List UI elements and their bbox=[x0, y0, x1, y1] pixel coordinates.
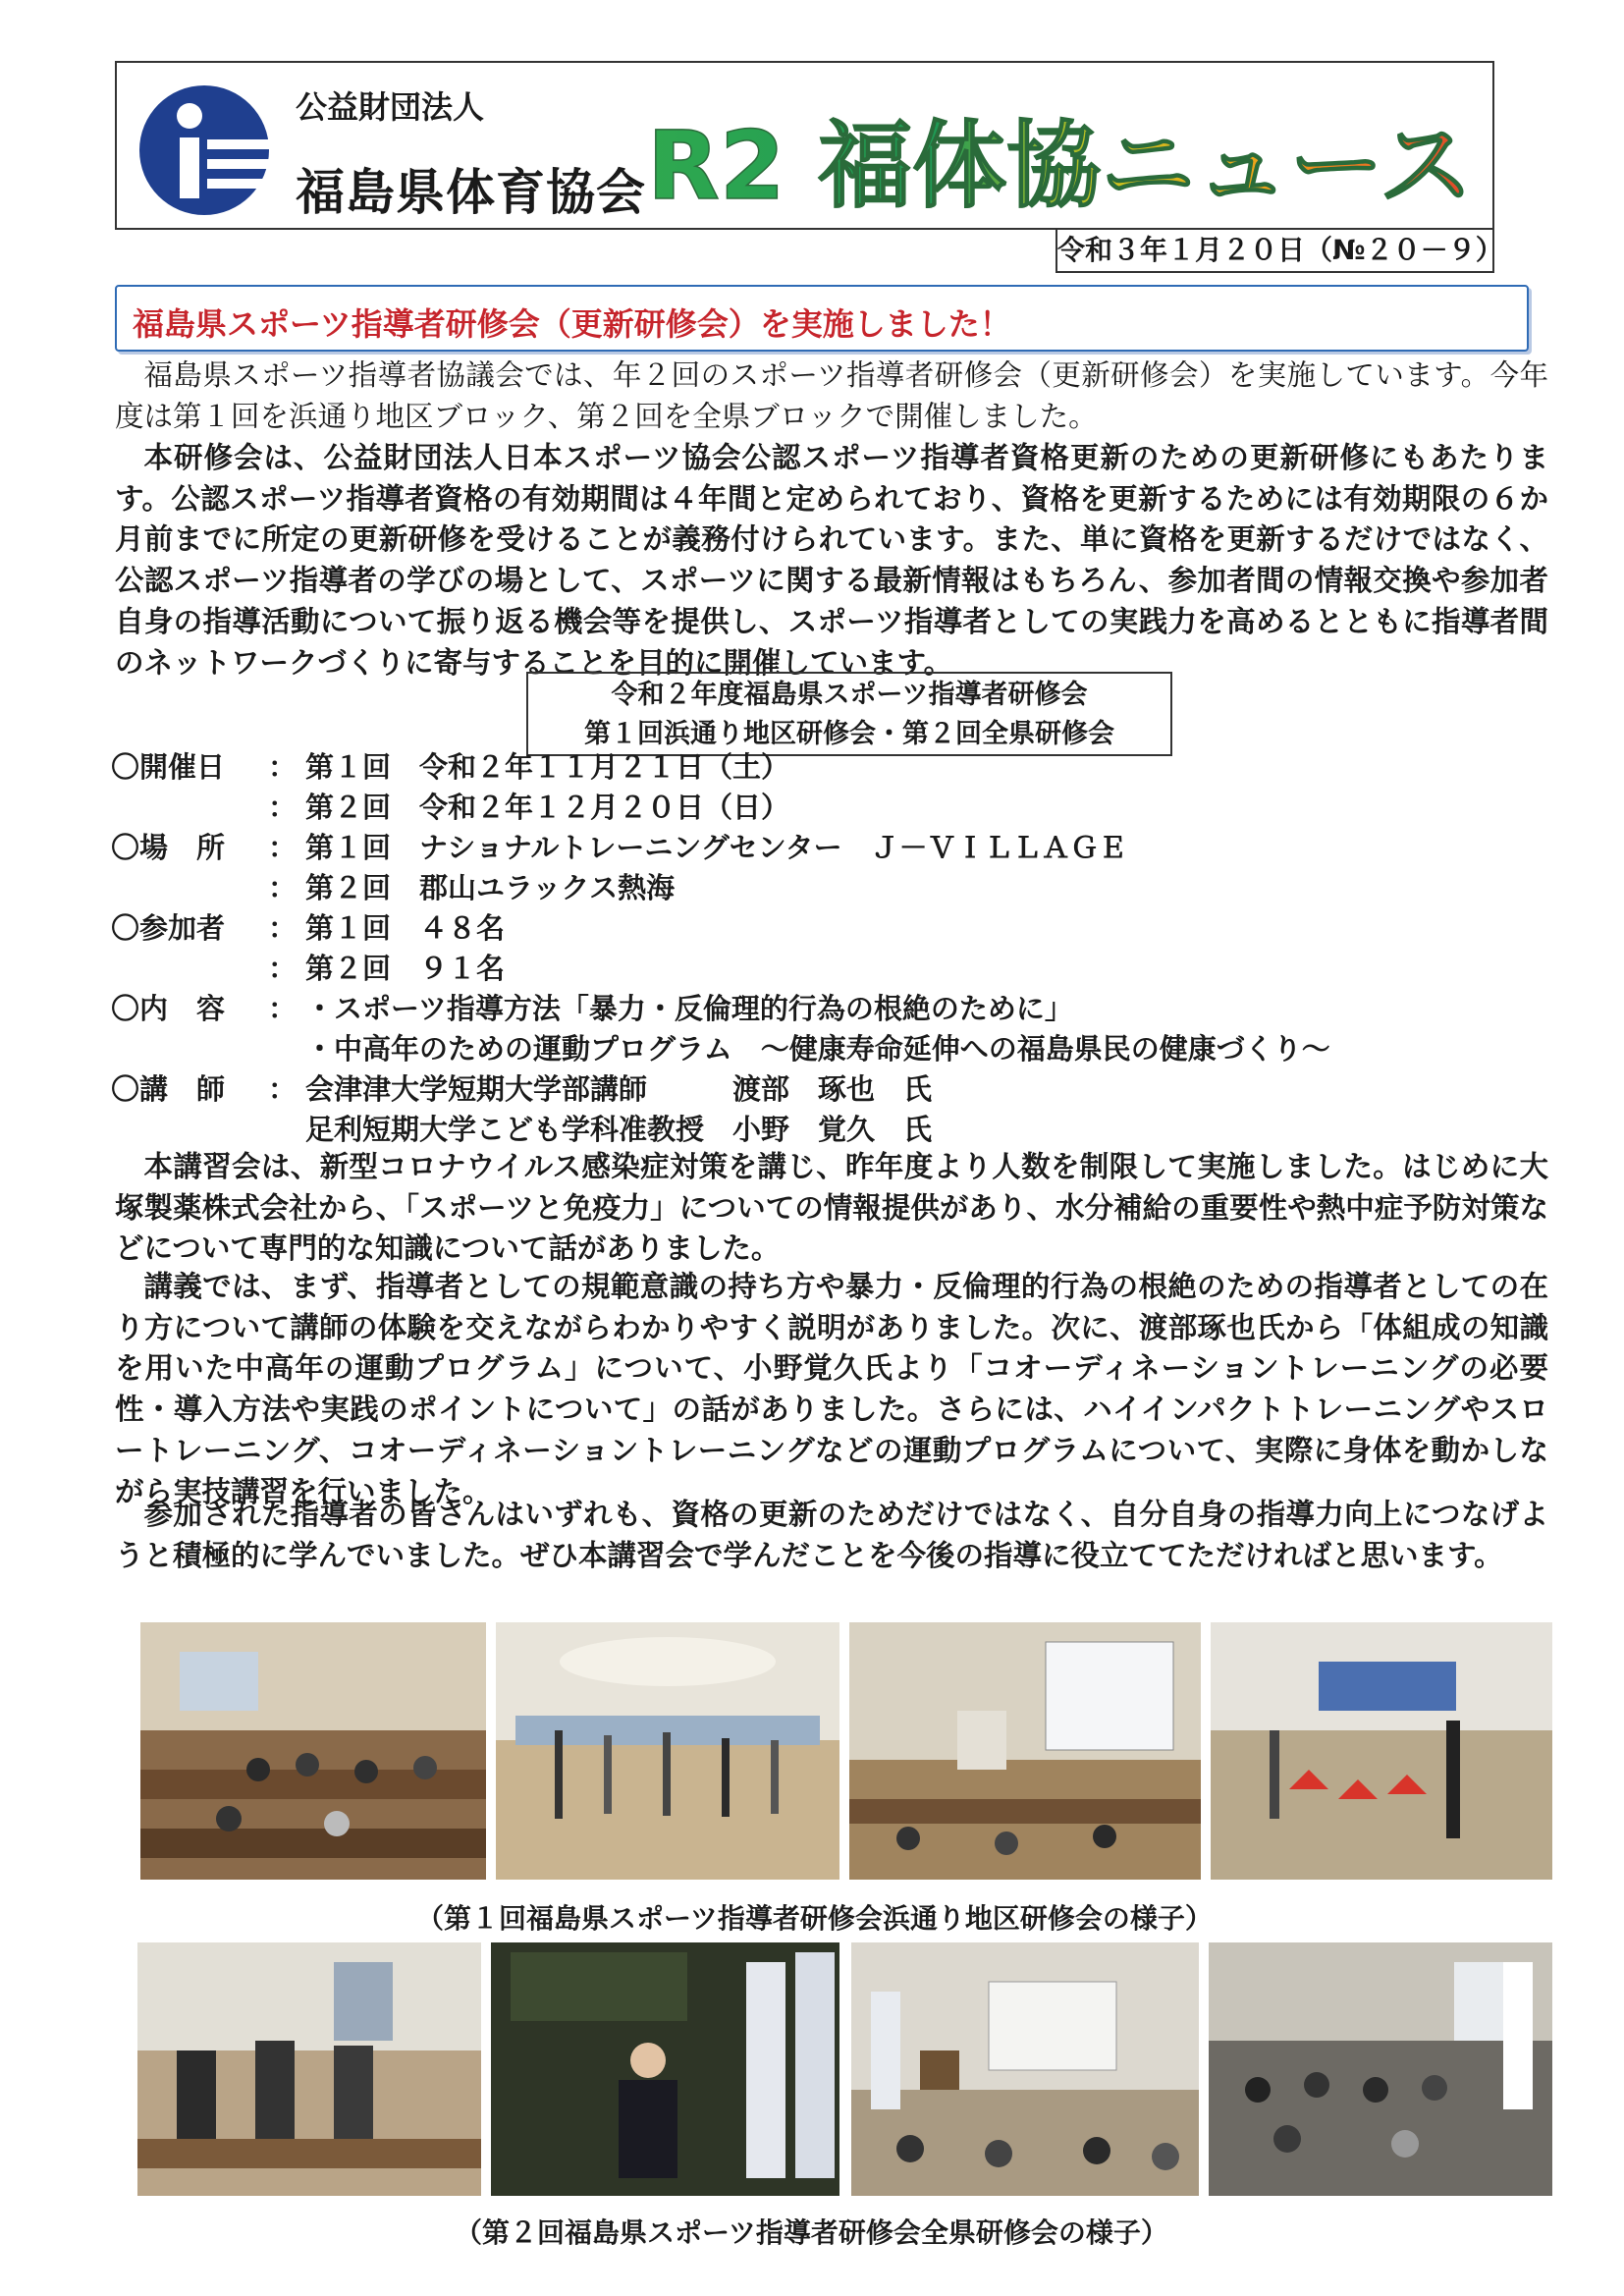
photo-stretching bbox=[137, 1942, 481, 2196]
association-logo bbox=[136, 82, 272, 218]
photo-exercise-hall bbox=[496, 1622, 839, 1880]
body-paragraph-3: 参加された指導者の皆さんはいずれも、資格の更新のためだけではなく、自分自身の指導力向上につなげようと積極的に学んでいました。ぜひ本講習会で学んだことを今後の指導に役立ててただければと思います。 bbox=[115, 1498, 1548, 1572]
newsletter-title bbox=[647, 100, 1590, 228]
photo-lecture-screen bbox=[849, 1622, 1201, 1880]
photo-cone-training bbox=[1211, 1622, 1552, 1880]
event-title-box bbox=[526, 672, 1172, 756]
caption-session-1: （第１回福島県スポーツ指導者研修会浜通り地区研修会の様子） bbox=[416, 1902, 1213, 1935]
intro-paragraph-2: 本研修会は、公益財団法人日本スポーツ協会公認スポーツ指導者資格更新のための更新研修にもあたります。公認スポーツ指導者資格の有効期間は４年間と定められており、資格を更新するためには有効期限の６か月前までに所定の更新研修を受けることが義務付けられています。また、単に資格を更新するだけではなく、公認スポーツ指導者の学びの場として、スポーツに関する最新情報はもちろん、参加者間の情報交換や参加者自身の指導活動について振り返る機会等を提供し、スポーツ指導者としての実践力を高めるとともに指導者間のネットワークづくりに寄与することを目的に開催しています。 bbox=[115, 441, 1548, 680]
detail-date-1: 〇開催日 ： 第１回 令和２年１１月２１日（土） bbox=[111, 750, 790, 784]
masthead bbox=[115, 61, 1494, 230]
detail-lecturer-2: 足利短期大学こども学科准教授 小野 覚久 氏 bbox=[305, 1113, 933, 1146]
headline-text: 福島県スポーツ指導者研修会（更新研修会）を実施しました！ bbox=[133, 305, 1011, 343]
org-type: 公益財団法人 bbox=[296, 88, 485, 126]
detail-content-2: ・中高年のための運動プログラム ～健康寿命延伸への福島県民の健康づくり～ bbox=[305, 1032, 1330, 1066]
detail-content-1: 〇内 容 ： ・スポーツ指導方法「暴力・反倫理的行為の根絶のために」 bbox=[111, 992, 1073, 1025]
photo-seminar-hall-1 bbox=[140, 1622, 486, 1880]
detail-venue-1: 〇場 所 ： 第１回 ナショナルトレーニングセンター Ｊ－ＶＩＬＬＡＧＥ bbox=[111, 831, 1127, 864]
photo-presentation-room bbox=[851, 1942, 1199, 2196]
event-title-line-1: 令和２年度福島県スポーツ指導者研修会 bbox=[611, 680, 1088, 710]
body-paragraph-2: 講義では、まず、指導者としての規範意識の持ち方や暴力・反倫理的行為の根絶のための指導者としての在り方について講師の体験を交えながらわかりやすく説明がありました。次に、渡部琢也氏から「体組成の知識を用いた中高年の運動プログラム」について、小野覚久氏より「コオーディネーショントレーニングの必要性・導入方法や実践のポイントについて」の話がありました。さらには、ハイインパクトトレーニングやスロートレーニング、コオーディネーショントレーニングなどの運動プログラムについて、実際に身体を動かしながら実技講習を行いました。 bbox=[115, 1270, 1549, 1508]
detail-date-2: ： 第２回 令和２年１２月２０日（日） bbox=[268, 791, 790, 824]
detail-participants-1: 〇参加者 ： 第１回 ４８名 bbox=[111, 911, 506, 945]
detail-venue-2: ： 第２回 郡山ユラックス熱海 bbox=[268, 871, 676, 904]
detail-lecturer-1: 〇講 師 ： 会津津大学短期大学部講師 渡部 琢也 氏 bbox=[111, 1072, 933, 1106]
article-headline bbox=[115, 285, 1529, 352]
photo-audience bbox=[1209, 1942, 1552, 2196]
detail-participants-2: ： 第２回 ９１名 bbox=[268, 952, 506, 985]
svg-text:R2 福体協ニュース: R2 福体協ニュース bbox=[647, 111, 1474, 221]
org-name: 福島県体育協会 bbox=[296, 164, 646, 221]
intro-paragraph-1: 福島県スポーツ指導者協議会では、年２回のスポーツ指導者研修会（更新研修会）を実施しています。今年度は第１回を浜通り地区ブロック、第２回を全県ブロックで開催しました。 bbox=[115, 358, 1548, 433]
issue-date: 令和３年１月２０日（№２０－９） bbox=[1056, 230, 1494, 273]
caption-session-2: （第２回福島県スポーツ指導者研修会全県研修会の様子） bbox=[455, 2216, 1168, 2249]
body-paragraph-1: 本講習会は、新型コロナウイルス感染症対策を講じ、昨年度より人数を制限して実施しました。はじめに大塚製薬株式会社から、「スポーツと免疫力」についての情報提供があり、水分補給の重要性や熱中症予防対策などについて専門的な知識について話がありました。 bbox=[115, 1150, 1548, 1266]
photo-speaker-podium bbox=[491, 1942, 839, 2196]
event-title-line-2: 第１回浜通り地区研修会・第２回全県研修会 bbox=[584, 719, 1114, 749]
